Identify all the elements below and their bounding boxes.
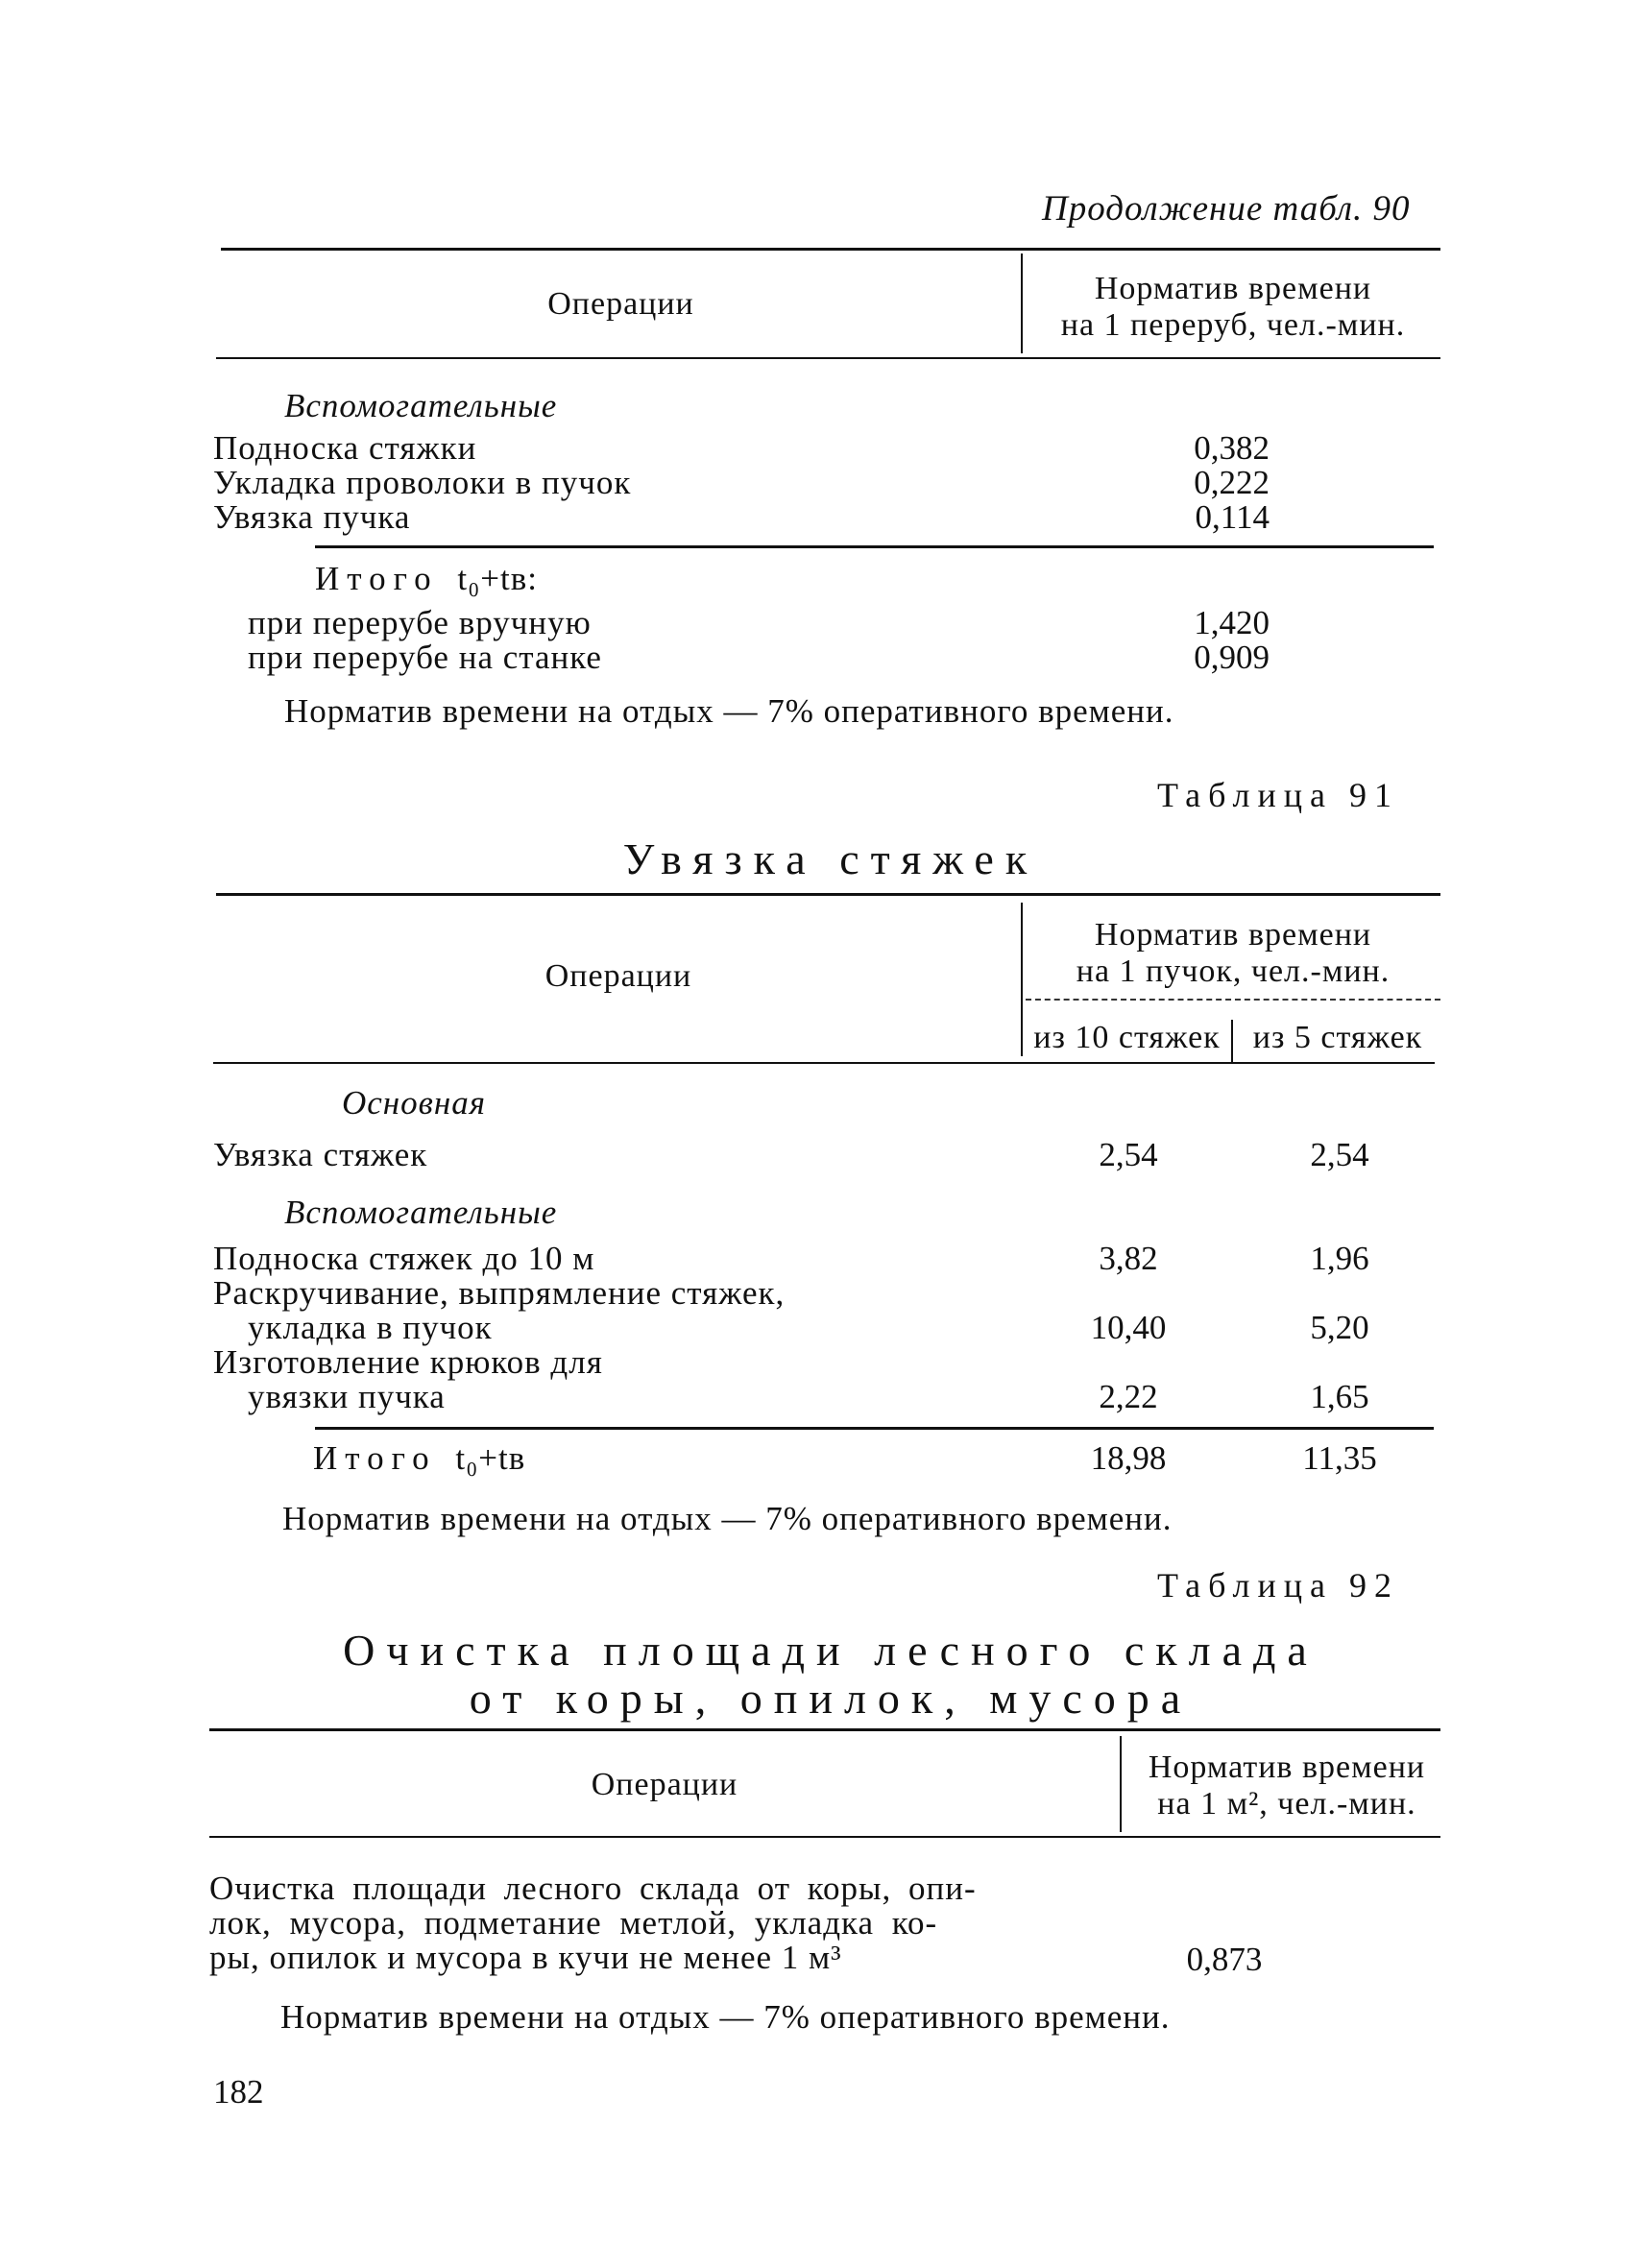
table90-total-row-value: 0,909 xyxy=(1194,639,1270,676)
table91-aux-row-label-cont: укладка в пучок xyxy=(248,1309,493,1346)
table90-total-row-label: при перерубе на станке xyxy=(248,639,602,676)
table91-main-row-v2: 2,54 xyxy=(1310,1136,1369,1173)
table92-top-rule xyxy=(209,1728,1440,1731)
table91-title: Увязка стяжек xyxy=(622,834,1039,883)
table91-aux-row-v2: 1,96 xyxy=(1310,1240,1369,1277)
table91-main-row-v1: 2,54 xyxy=(1099,1136,1158,1173)
table92-header-norm-line1: Норматив времени xyxy=(1148,1749,1426,1785)
table91-aux-row-label: Подноска стяжек до 10 м xyxy=(213,1240,595,1277)
table91-section-aux: Вспомогательные xyxy=(284,1194,558,1231)
table90-top-rule xyxy=(221,248,1440,251)
table92-header-rule xyxy=(209,1836,1440,1838)
table91-total-v2: 11,35 xyxy=(1302,1439,1377,1477)
table90-total-label xyxy=(315,561,538,596)
table90-header-operations: Операции xyxy=(547,286,694,322)
table91-aux-row-v2: 1,65 xyxy=(1310,1378,1369,1415)
table92-row-line2: лок, мусора, подметание метлой, укладка ко- xyxy=(209,1904,938,1942)
total-formula: t₀+tв xyxy=(455,1439,526,1477)
table92-column-divider xyxy=(1120,1736,1122,1832)
table90-row-value: 0,114 xyxy=(1195,498,1270,536)
table91-header-rule xyxy=(213,1062,1435,1064)
table90-row-label: Увязка пучка xyxy=(213,498,411,536)
table92-header-norm-line2: на 1 м², чел.-мин. xyxy=(1157,1786,1416,1822)
total-word: Итого xyxy=(315,560,439,597)
table91-subcolumn-divider xyxy=(1231,1020,1233,1064)
table91-aux-row-label: Изготовление крюков для xyxy=(213,1343,603,1381)
table90-row-value: 0,222 xyxy=(1194,464,1270,501)
page-number: 182 xyxy=(213,2073,264,2111)
table91-header-norm-line2: на 1 пучок, чел.-мин. xyxy=(1076,953,1391,989)
table92-title-line1: Очистка площади лесного склада xyxy=(343,1626,1318,1675)
table92-note: Норматив времени на отдых — 7% оперативного времени. xyxy=(280,1998,1171,2036)
table91-total-v1: 18,98 xyxy=(1090,1439,1167,1477)
table91-header-sub2: из 5 стяжек xyxy=(1252,1020,1423,1055)
table92-header-operations: Операции xyxy=(591,1767,738,1802)
table91-note: Норматив времени на отдых — 7% оперативного времени. xyxy=(282,1500,1173,1537)
table91-aux-row-label-cont: увязки пучка xyxy=(248,1378,446,1415)
table91-top-rule xyxy=(216,893,1440,896)
table90-row-label: Подноска стяжки xyxy=(213,429,477,467)
table91-header-subrule xyxy=(1026,999,1440,1001)
table90-column-divider xyxy=(1021,253,1023,353)
total-word: Итого xyxy=(313,1439,437,1477)
table90-total-rule xyxy=(315,545,1434,548)
table91-total-label xyxy=(313,1440,525,1476)
table91-header-sub1: из 10 стяжек xyxy=(1033,1020,1221,1055)
table92-number: Таблица 92 xyxy=(1157,1566,1399,1604)
table91-aux-row-v1: 3,82 xyxy=(1099,1240,1158,1277)
table90-header-rule xyxy=(216,357,1440,359)
table92-row-value: 0,873 xyxy=(1186,1941,1263,1978)
table91-aux-row-v1: 10,40 xyxy=(1090,1309,1167,1346)
table91-number: Таблица 91 xyxy=(1157,776,1399,814)
table90-total-row-label: при перерубе вручную xyxy=(248,604,592,641)
table92-title-line2: от коры, опилок, мусора xyxy=(469,1674,1193,1723)
table90-row-label: Укладка проволоки в пучок xyxy=(213,464,632,501)
table91-main-row-label: Увязка стяжек xyxy=(213,1136,428,1173)
table91-aux-row-v2: 5,20 xyxy=(1310,1309,1369,1346)
table91-aux-row-v1: 2,22 xyxy=(1099,1378,1158,1415)
table90-header-norm-line1: Норматив времени xyxy=(1094,271,1372,306)
table92-row-line1: Очистка площади лесного склада от коры, опи- xyxy=(209,1870,977,1907)
table90-row-value: 0,382 xyxy=(1194,429,1270,467)
table90-section-aux: Вспомогательные xyxy=(284,387,558,424)
total-formula: t₀+tв: xyxy=(457,560,538,597)
table91-aux-row-label: Раскручивание, выпрямление стяжек, xyxy=(213,1274,786,1312)
table90-note: Норматив времени на отдых — 7% оперативного времени. xyxy=(284,692,1174,730)
table91-section-main: Основная xyxy=(342,1084,486,1122)
table90-total-row-value: 1,420 xyxy=(1194,604,1270,641)
table91-header-operations: Операции xyxy=(544,958,692,994)
table90-header-norm-line2: на 1 переруб, чел.-мин. xyxy=(1060,307,1406,343)
table91-header-norm-line1: Норматив времени xyxy=(1094,917,1372,953)
table92-row-line3: ры, опилок и мусора в кучи не менее 1 м³ xyxy=(209,1939,842,1976)
table91-total-rule xyxy=(315,1427,1434,1430)
continuation-caption: Продолжение табл. 90 xyxy=(1042,189,1411,229)
